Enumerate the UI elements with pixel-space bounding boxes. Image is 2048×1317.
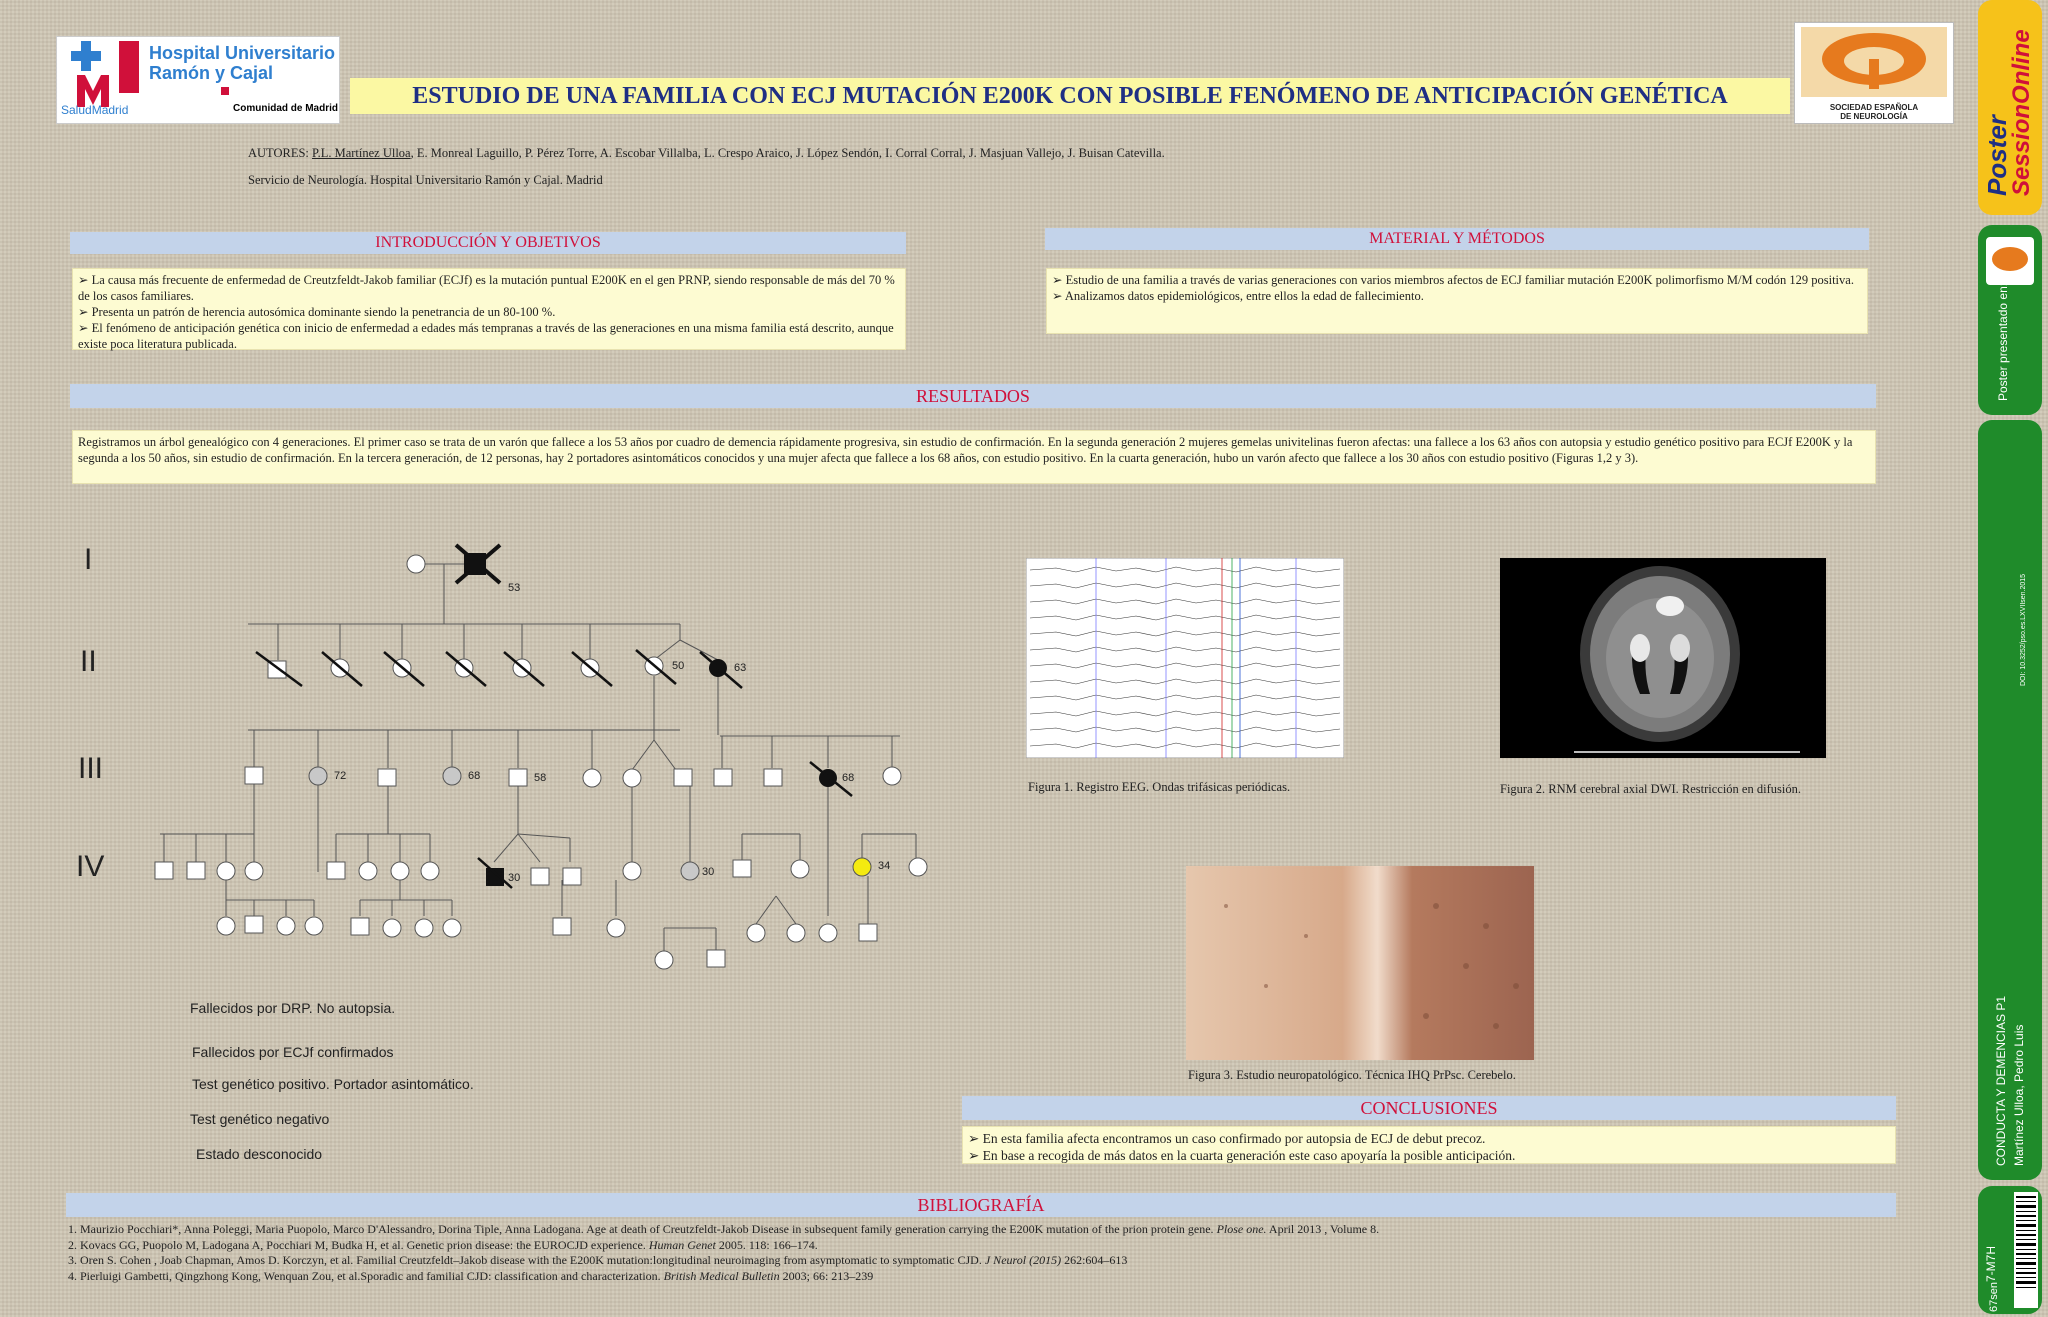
conclusions-item: ➢ En esta familia afecta encontramos un caso confirmado por autopsia de ECJ de debut precoz. xyxy=(968,1131,1486,1146)
mri-figure xyxy=(1500,558,1826,758)
reference xyxy=(68,1238,1379,1254)
results-heading: RESULTADOS xyxy=(70,384,1876,408)
intro-heading: INTRODUCCIÓN Y OBJETIVOS xyxy=(70,232,906,254)
pedigree-carrier xyxy=(443,767,461,785)
figure-3-caption: Figura 3. Estudio neuropatológico. Técnica IHQ PrPsc. Cerebelo. xyxy=(1188,1068,1516,1082)
reference xyxy=(68,1222,1379,1238)
sen-logo xyxy=(1794,22,1954,124)
hospital-name-line2: Ramón y Cajal xyxy=(149,63,274,83)
pedigree-female-drp xyxy=(322,650,676,686)
reference xyxy=(68,1253,1379,1269)
pedigree-carrier xyxy=(309,767,327,785)
bibliography-list xyxy=(68,1222,1379,1284)
neuropathology-figure xyxy=(1186,866,1534,1060)
age-label: 72 xyxy=(334,770,347,782)
age-label: 34 xyxy=(878,860,891,872)
reference-text: 4. Pierluigi Gambetti, Qingzhong Kong, Wenquan Zou, et al.Sporadic and familial CJD: classification and characterization. xyxy=(68,1268,664,1283)
legend-label: Fallecidos por DRP. No autopsia. xyxy=(190,1000,396,1016)
bibliography-heading: BIBLIOGRAFÍA xyxy=(66,1193,1896,1217)
age-label: 30 xyxy=(702,866,715,878)
age-label: 50 xyxy=(672,660,685,672)
generation-label: II xyxy=(80,645,97,678)
reference-journal: Human Genet xyxy=(648,1237,716,1252)
intro-item: ➢ La causa más frecuente de enfermedad de Creutzfeldt-Jakob familiar (ECJf) es la mutación puntual E200K en el gen PRNP, siendo responsable de más del 70 % de los casos familiares. xyxy=(78,273,895,303)
conclusions-item: ➢ En base a recogida de más datos en la cuarta generación este caso apoyaría la posible anticipación. xyxy=(968,1148,1516,1163)
authors-lead: AUTORES: xyxy=(248,146,313,160)
conclusions-heading: CONCLUSIONES xyxy=(962,1096,1896,1120)
intro-item: ➢ El fenómeno de anticipación genética con inicio de enfermedad a edades más tempranas a través de las generaciones en una misma familia está descrito, aunque existe poca literatura publicada. xyxy=(78,321,894,351)
sen-logo-line1: SOCIEDAD ESPAÑOLA xyxy=(1829,103,1919,112)
doi-label: DOI: 10.3252/pso.es.LXVIIsen.2015 xyxy=(2020,573,2027,686)
reference-text: April 2013 , Volume 8. xyxy=(1266,1222,1380,1236)
brain-icon xyxy=(1795,23,1953,101)
age-label: 58 xyxy=(534,772,547,784)
reference-text: 262:604–613 xyxy=(1061,1253,1128,1267)
reference-journal: British Medical Bulletin xyxy=(663,1268,780,1283)
reference-text: 3. Oren S. Cohen , Joab Chapman, Amos D. Korczyn, et al. Familial Creutzfeldt–Jakob disease with the E200K mutation:longitudinal neuroimaging from asymptomatic to symptomatic CJD. xyxy=(68,1253,985,1267)
age-label: 68 xyxy=(468,770,481,782)
age-label: 30 xyxy=(508,872,521,884)
reference-journal: Plose one. xyxy=(1216,1222,1267,1236)
sen-small-logo xyxy=(1986,237,2034,285)
reference-text: 1. Maurizio Pocchiari*, Anna Poleggi, Maria Puopolo, Marco D'Alessandro, Dorina Tiple, Anna Ladogana. Age at death of Creutzfeldt-Jakob Disease in subsequent family generation carrying the E200K mutation of the prion protein gene. xyxy=(68,1222,1217,1236)
legend-label: Test genético negativo xyxy=(190,1111,330,1127)
age-label: 68 xyxy=(842,772,855,784)
hospital-name-line1: Hospital Universitario xyxy=(149,43,336,63)
presented-label: Poster presentado en: xyxy=(1996,282,2010,401)
session-category: CONDUCTA Y DEMENCIAS P1 xyxy=(1994,995,2008,1166)
sen-logo-line2: DE NEUROLOGÍA xyxy=(1840,112,1908,121)
reference xyxy=(68,1269,1379,1285)
conclusions-box xyxy=(962,1126,1896,1164)
methods-heading: MATERIAL Y MÉTODOS xyxy=(1045,228,1869,250)
legend-label: Estado desconocido xyxy=(196,1146,323,1162)
generation-label: III xyxy=(78,752,104,785)
age-label: 63 xyxy=(734,662,747,674)
intro-item: ➢ Presenta un patrón de herencia autosómica dominante siendo la penetrancia de un 80-100 %. xyxy=(78,305,556,319)
authors-rest: , E. Monreal Laguillo, P. Pérez Torre, A. Escobar Villalba, L. Crespo Araico, J. López Sendón, I. Corral Corral, J. Masjuan Vallejo, J. Buisan Catevilla. xyxy=(410,146,1165,160)
session-panel xyxy=(1978,420,2042,1180)
brand-line1: Poster xyxy=(1982,115,2012,196)
pedigree-tree xyxy=(0,0,960,980)
salud-madrid-label: SaludMadrid xyxy=(61,103,129,117)
methods-item: ➢ Analizamos datos epidemiológicos, entre ellos la edad de fallecimiento. xyxy=(1052,289,1424,303)
generation-label: IV xyxy=(76,850,105,883)
pedigree-carrier xyxy=(681,862,699,880)
service-affiliation: Servicio de Neurología. Hospital Universitario Ramón y Cajal. Madrid xyxy=(248,173,603,187)
presented-panel xyxy=(1978,225,2042,415)
poster-session-brand xyxy=(1978,0,2042,215)
session-author: Martínez Ulloa, Pedro Luis xyxy=(2012,1024,2026,1166)
barcode-icon xyxy=(2014,1192,2038,1308)
poster-title: ESTUDIO DE UNA FAMILIA CON ECJ MUTACIÓN E200K CON POSIBLE FENÓMENO DE ANTICIPACIÓN GENÉTICA xyxy=(350,78,1790,114)
methods-item: ➢ Estudio de una familia a través de varias generaciones con varios miembros afectos de ECJ familiar mutación E200K polimorfismo M/M codón 129 positiva. xyxy=(1052,273,1854,287)
comunidad-label: Comunidad de Madrid xyxy=(233,103,338,114)
brain-icon xyxy=(1986,237,2034,285)
reference-text: 2003; 66: 213–239 xyxy=(779,1268,874,1283)
figure-1-caption: Figura 1. Registro EEG. Ondas trifásicas periódicas. xyxy=(1028,780,1291,794)
pedigree-negative xyxy=(853,858,871,876)
methods-box xyxy=(1046,268,1868,334)
figure-2-caption: Figura 2. RNM cerebral axial DWI. Restricción en difusión. xyxy=(1500,782,1801,796)
sen-code: 67sen xyxy=(1988,1282,2000,1312)
poster-code: 7-M7H xyxy=(1984,1245,1998,1282)
generation-label: I xyxy=(84,543,93,576)
reference-text: 2005. 118: 166–174. xyxy=(715,1237,818,1252)
first-author: P.L. Martínez Ulloa xyxy=(312,146,411,160)
age-label: 53 xyxy=(508,582,521,594)
legend-label: Fallecidos por ECJf confirmados xyxy=(192,1044,394,1060)
pedigree-female-unknown xyxy=(407,555,425,573)
eeg-figure xyxy=(1026,558,1344,758)
brand-line2: SessionOnline xyxy=(2008,29,2035,196)
reference-journal: J Neurol (2015) xyxy=(984,1253,1062,1267)
code-panel xyxy=(1978,1186,2042,1314)
legend-label: Test genético positivo. Portador asintomático. xyxy=(192,1076,474,1092)
results-text: Registramos un árbol genealógico con 4 generaciones. El primer caso se trata de un varón que fallece a los 53 años por cuadro de demencia rápidamente progresiva, sin estudio de confirmación. En la segunda generación 2 mujeres gemelas univitelinas fueron afectas: una fallece a los 63 años con autopsia y estudio genético positivo para ECJf E200K y la segunda a los 50 años, sin estudio de confirmación. En la tercera generación, de 12 personas, hay 2 portadores asintomáticos conocidos y una mujer afecta que fallece a los 68 años, con estudio positivo. En la cuarta generación, hubo un varón afecto que fallece a los 30 años con estudio positivo (Figuras 1,2 y 3). xyxy=(78,435,1853,465)
reference-text: 2. Kovacs GG, Puopolo M, Ladogana A, Pocchiari M, Budka H, et al. Genetic prion disease: the EUROCJD experience. xyxy=(68,1237,649,1252)
